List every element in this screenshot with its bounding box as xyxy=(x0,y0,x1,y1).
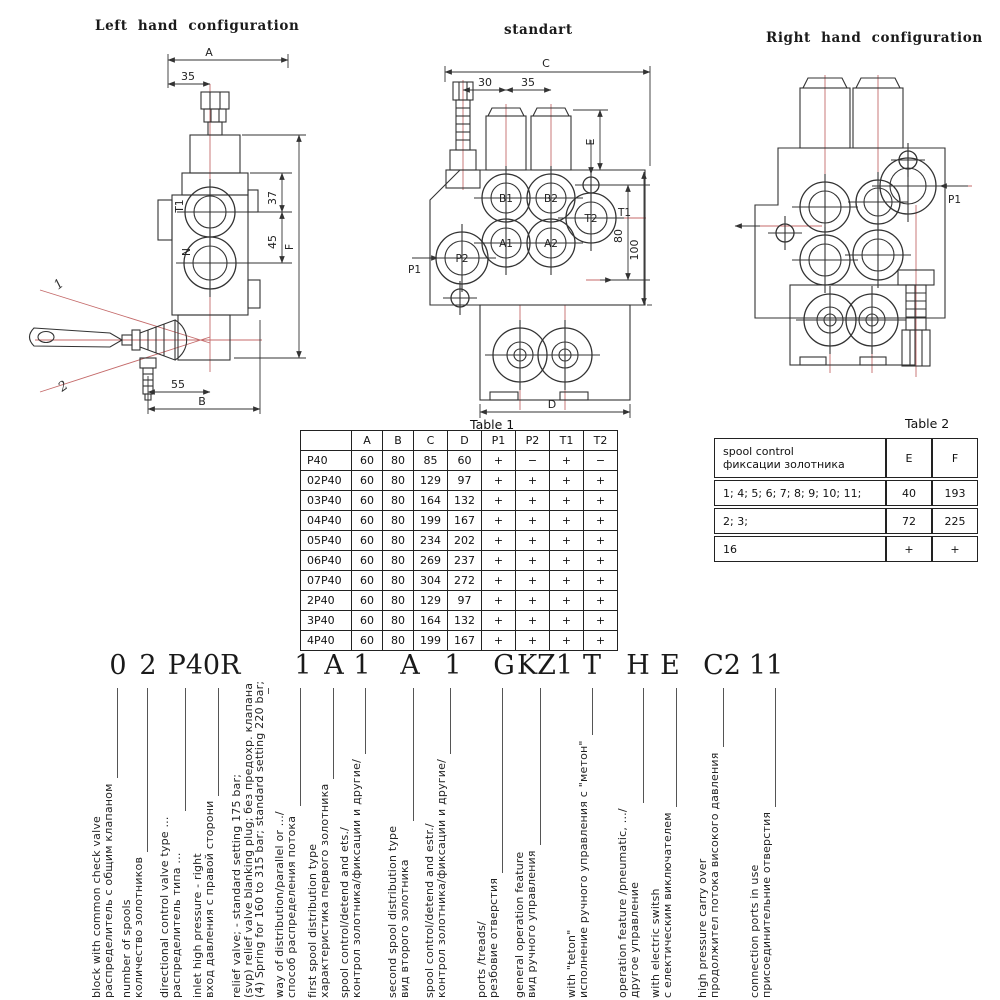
value-cell: + xyxy=(550,571,584,591)
code-position-label xyxy=(159,816,182,998)
code-position-label-line: с електическим виключателем xyxy=(660,812,674,998)
value-cell: + xyxy=(584,631,618,651)
label-cell: 02P40 xyxy=(301,471,352,491)
order-code-token: C2 xyxy=(703,650,741,681)
value-cell: 202 xyxy=(448,531,482,551)
value-cell: + xyxy=(516,551,550,571)
code-position-label-line: first spool distribution type xyxy=(306,843,319,998)
code-position-label-line: spool control/detend and ets./ xyxy=(338,826,351,998)
header-cell xyxy=(301,431,352,451)
value-cell: + xyxy=(584,491,618,511)
code-position-label-line: with electric switsh xyxy=(649,888,662,998)
table-row xyxy=(301,531,618,551)
header-cell: P2 xyxy=(516,431,550,451)
value-cell: 167 xyxy=(448,631,482,651)
label-cell: 2; 3; xyxy=(714,508,886,534)
value-cell: + xyxy=(482,571,516,591)
left-drawing-title: Left hand configuration xyxy=(95,18,300,34)
svg-text:35: 35 xyxy=(181,70,195,83)
label-cell: 04P40 xyxy=(301,511,352,531)
value-cell: + xyxy=(550,451,584,471)
code-position-label-line: high pressure carry over xyxy=(696,858,709,998)
value-cell: + xyxy=(516,591,550,611)
code-connector-line xyxy=(218,688,219,796)
dimensions xyxy=(412,57,652,418)
header-cell: D xyxy=(448,431,482,451)
value-cell: + xyxy=(516,471,550,491)
value-cell: 80 xyxy=(383,511,414,531)
table-row xyxy=(301,511,618,531)
value-cell: 97 xyxy=(448,471,482,491)
code-position-label-line: connection ports in use xyxy=(748,864,761,998)
value-cell: − xyxy=(584,451,618,471)
label-cell: 3P40 xyxy=(301,611,352,631)
value-cell: + xyxy=(482,451,516,471)
value-cell: 129 xyxy=(414,471,448,491)
value-cell: + xyxy=(550,591,584,611)
code-connector-line xyxy=(300,688,301,806)
value-cell: 225 xyxy=(932,508,978,534)
value-cell: 164 xyxy=(414,611,448,631)
code-position-label-line: (svp) relief valve blanking plug; без предохр. клапана xyxy=(241,682,254,998)
spool-control-header xyxy=(714,438,886,478)
value-cell: + xyxy=(482,471,516,491)
order-code-token: A xyxy=(324,650,344,681)
order-code-token: E xyxy=(660,650,680,681)
code-position-label-line: with "teton" xyxy=(565,929,578,998)
value-cell: 269 xyxy=(414,551,448,571)
order-code-token: 1 xyxy=(444,650,462,681)
value-cell: 85 xyxy=(414,451,448,471)
value-cell: + xyxy=(550,611,584,631)
value-cell: 199 xyxy=(414,511,448,531)
label-cell: 06P40 xyxy=(301,551,352,571)
standart-valve-drawing xyxy=(400,40,680,430)
code-position-label-line: присоединительние отверстия xyxy=(759,811,773,998)
value-cell: 80 xyxy=(383,611,414,631)
code-position-label-line: продолжител потока високого давления xyxy=(707,752,721,998)
code-connector-line xyxy=(540,688,541,845)
label-cell: 03P40 xyxy=(301,491,352,511)
label-cell: 05P40 xyxy=(301,531,352,551)
code-position-label-line: распределитель типа ... xyxy=(169,852,183,998)
value-cell: 80 xyxy=(383,471,414,491)
value-cell: 164 xyxy=(414,491,448,511)
table-row xyxy=(301,551,618,571)
order-code-token: 1 xyxy=(353,650,371,681)
value-cell: 80 xyxy=(383,591,414,611)
value-cell: 60 xyxy=(352,451,383,471)
table-row xyxy=(714,508,978,534)
value-cell: + xyxy=(482,611,516,631)
value-cell: + xyxy=(550,491,584,511)
order-code-token: H xyxy=(626,650,650,681)
spool-control-ru: фиксации золотника xyxy=(723,458,845,471)
code-position-label-line: ports /treads/ xyxy=(475,921,488,998)
header-cell: P1 xyxy=(482,431,516,451)
left-valve-drawing xyxy=(20,40,330,420)
valve-body-outline xyxy=(755,78,945,366)
label-cell: 16 xyxy=(714,536,886,562)
label-cell: 07P40 xyxy=(301,571,352,591)
table-row xyxy=(714,480,978,506)
code-position-label-line: relief valve; - standard setting 175 bar; xyxy=(229,773,243,998)
code-position-label-line: number of spools xyxy=(120,899,133,998)
code-position-label-line: способ распределения потока xyxy=(284,815,298,998)
value-cell: 60 xyxy=(352,611,383,631)
code-position-label-line: вход давления с правой сторони xyxy=(202,800,216,998)
port-p1-label: P1 xyxy=(408,264,422,276)
right-valve-drawing xyxy=(730,55,975,385)
value-cell: + xyxy=(584,591,618,611)
port-a2-label: A2 xyxy=(544,238,558,250)
value-cell: 40 xyxy=(886,480,932,506)
header-cell: B xyxy=(383,431,414,451)
code-position-label xyxy=(192,801,215,998)
value-cell: + xyxy=(584,471,618,491)
port-t2-label: T2 xyxy=(584,213,598,225)
code-connector-line xyxy=(643,688,644,803)
spool-control-en: spool control xyxy=(723,445,794,458)
value-cell: 272 xyxy=(448,571,482,591)
value-cell: 193 xyxy=(932,480,978,506)
code-position-label-line: (4) Spring for 160 to 315 bar; standard setting 220 bar; xyxy=(252,680,266,998)
svg-text:45: 45 xyxy=(266,235,279,249)
label-cell: P40 xyxy=(301,451,352,471)
value-cell: 199 xyxy=(414,631,448,651)
table-1 xyxy=(300,430,618,651)
value-cell: 237 xyxy=(448,551,482,571)
code-connector-line xyxy=(268,688,269,694)
value-cell: 80 xyxy=(383,551,414,571)
code-connector-line xyxy=(185,688,186,811)
code-position-label xyxy=(749,812,772,998)
code-position-label-line: way of distribution/parallel or .../ xyxy=(273,811,286,998)
code-connector-line xyxy=(365,688,366,754)
code-position-label xyxy=(274,811,297,998)
code-position-label xyxy=(617,808,640,998)
order-code-token: 2 xyxy=(139,650,157,681)
code-position-label xyxy=(91,783,114,998)
lever-position-1-label: 1 xyxy=(51,276,67,294)
value-cell: + xyxy=(516,571,550,591)
value-cell: 80 xyxy=(383,571,414,591)
value-cell: + xyxy=(584,531,618,551)
table-row xyxy=(301,631,618,651)
svg-text:B: B xyxy=(198,395,206,408)
svg-text:100: 100 xyxy=(628,239,641,261)
code-position-label-line: вид ручного управления xyxy=(524,850,538,998)
code-position-label xyxy=(424,759,447,998)
svg-text:E: E xyxy=(584,138,597,146)
value-cell: + xyxy=(584,611,618,631)
value-cell: + xyxy=(584,511,618,531)
table2-header-row xyxy=(714,438,978,478)
value-cell: + xyxy=(584,571,618,591)
table-row xyxy=(301,611,618,631)
value-cell: + xyxy=(584,551,618,571)
value-cell: + xyxy=(482,631,516,651)
label-cell: 1; 4; 5; 6; 7; 8; 9; 10; 11; xyxy=(714,480,886,506)
port-n-label: N xyxy=(181,248,193,256)
value-cell: 80 xyxy=(383,631,414,651)
code-connector-line xyxy=(502,688,503,873)
value-cell: 129 xyxy=(414,591,448,611)
port-t1-label: T1 xyxy=(618,207,632,219)
value-cell: + xyxy=(550,511,584,531)
order-code-token: P40R xyxy=(167,650,241,681)
header-cell: T1 xyxy=(550,431,584,451)
value-cell: 97 xyxy=(448,591,482,611)
code-connector-line xyxy=(333,688,334,779)
value-cell: 60 xyxy=(448,451,482,471)
code-position-label-line: резбовие отверстия xyxy=(486,877,500,998)
port-p2-label: P2 xyxy=(455,253,469,265)
value-cell: + xyxy=(482,491,516,511)
code-connector-line xyxy=(676,688,677,807)
value-cell: + xyxy=(482,591,516,611)
port-a1-label: A1 xyxy=(499,238,513,250)
header-cell: T2 xyxy=(584,431,618,451)
code-position-label-line: вид второго золотника xyxy=(397,859,411,998)
port-b1-label: B1 xyxy=(499,193,513,205)
value-cell: 60 xyxy=(352,591,383,611)
value-cell: 80 xyxy=(383,491,414,511)
value-cell: 304 xyxy=(414,571,448,591)
value-cell: 60 xyxy=(352,471,383,491)
code-position-label-line: распределитель с общим клапаном xyxy=(101,783,115,998)
lever-handle xyxy=(30,328,123,347)
code-position-label-line: характеристика первого золотника xyxy=(317,783,331,998)
table2-caption: Table 2 xyxy=(905,416,950,431)
order-code-token: 11 xyxy=(748,650,784,681)
value-cell: 60 xyxy=(352,571,383,591)
code-position-label xyxy=(231,681,266,998)
table-row xyxy=(301,571,618,591)
center-drawing-title: standart xyxy=(504,22,573,38)
svg-text:80: 80 xyxy=(612,229,625,243)
order-code-token: KZ1 xyxy=(516,650,574,681)
value-cell: 60 xyxy=(352,551,383,571)
svg-text:35: 35 xyxy=(521,76,535,89)
value-cell: 167 xyxy=(448,511,482,531)
dimensions xyxy=(735,186,968,226)
value-cell: + xyxy=(516,631,550,651)
svg-text:D: D xyxy=(547,398,557,411)
value-cell: + xyxy=(482,511,516,531)
code-position-label-line: исполнение ручного управления с "метон" xyxy=(576,740,590,998)
value-cell: + xyxy=(550,551,584,571)
value-cell: 80 xyxy=(383,531,414,551)
value-cell: 60 xyxy=(352,511,383,531)
svg-text:55: 55 xyxy=(171,378,185,391)
table-row xyxy=(301,451,618,471)
right-drawing-title: Right hand configuration xyxy=(766,30,983,46)
code-position-label xyxy=(650,812,673,998)
value-cell: + xyxy=(550,471,584,491)
svg-text:30: 30 xyxy=(478,76,492,89)
code-connector-line xyxy=(775,688,776,807)
center-lines xyxy=(412,80,646,410)
label-cell: 2P40 xyxy=(301,591,352,611)
code-position-label-line: spool control/detend and estr./ xyxy=(423,823,436,998)
value-cell: 60 xyxy=(352,531,383,551)
code-position-label-line: inlet high pressure - right xyxy=(191,853,204,998)
port-t1-label: T1 xyxy=(174,199,186,213)
code-position-label-line: general operation feature xyxy=(513,851,526,998)
code-position-label-line: другое управление xyxy=(627,881,641,998)
code-position-label xyxy=(566,740,589,998)
label-cell: 4P40 xyxy=(301,631,352,651)
table-2 xyxy=(714,436,978,564)
value-cell: + xyxy=(482,551,516,571)
value-cell: + xyxy=(516,611,550,631)
value-cell: + xyxy=(550,531,584,551)
table-row xyxy=(714,536,978,562)
header-cell-f: F xyxy=(932,438,978,478)
code-position-label-line: количество золотников xyxy=(131,856,145,998)
header-cell: C xyxy=(414,431,448,451)
code-connector-line xyxy=(723,688,724,747)
code-position-label xyxy=(121,857,144,998)
port-p1-label: P1 xyxy=(948,194,962,206)
table-row xyxy=(301,591,618,611)
code-position-label xyxy=(697,752,720,998)
port-b2-label: B2 xyxy=(544,193,558,205)
value-cell: + xyxy=(516,531,550,551)
code-position-label-line: контрол золотника/фиксации и другие/ xyxy=(349,758,363,998)
order-code-token: A xyxy=(400,650,420,681)
code-position-label xyxy=(476,878,499,998)
table-row xyxy=(301,471,618,491)
value-cell: 60 xyxy=(352,631,383,651)
svg-text:37: 37 xyxy=(266,191,279,205)
value-cell: 132 xyxy=(448,491,482,511)
code-position-label-line: operation feature /pneumatic, .../ xyxy=(616,808,629,998)
value-cell: − xyxy=(516,451,550,471)
order-code-token: 0 xyxy=(109,650,127,681)
value-cell: 72 xyxy=(886,508,932,534)
code-connector-line xyxy=(450,688,451,754)
value-cell: 80 xyxy=(383,451,414,471)
valve-body-outline xyxy=(30,92,261,400)
table-row xyxy=(301,491,618,511)
value-cell: + xyxy=(482,531,516,551)
order-code-token: 1 xyxy=(294,650,312,681)
code-position-label xyxy=(514,850,537,998)
svg-text:C: C xyxy=(542,57,550,70)
header-cell: A xyxy=(352,431,383,451)
code-position-label-line: directional control valve type ... xyxy=(158,816,171,998)
value-cell: + xyxy=(886,536,932,562)
value-cell: 132 xyxy=(448,611,482,631)
code-position-label-line: second spool distribution type xyxy=(386,825,399,998)
code-position-label xyxy=(387,826,410,998)
svg-text:F: F xyxy=(283,243,296,251)
table1-caption: Table 1 xyxy=(470,417,515,432)
code-connector-line xyxy=(147,688,148,852)
code-position-label xyxy=(307,784,330,998)
code-connector-line xyxy=(592,688,593,735)
order-code-token: T xyxy=(582,650,602,681)
svg-text:A: A xyxy=(205,46,213,59)
code-position-label-line: контрол золотника/фиксации и другие/ xyxy=(434,758,448,998)
value-cell: + xyxy=(550,631,584,651)
code-position-label-line: block with common check valve xyxy=(90,815,103,998)
value-cell: 60 xyxy=(352,491,383,511)
lever-position-2-label: 2 xyxy=(55,378,72,396)
table1-header-row xyxy=(301,431,618,451)
code-connector-line xyxy=(413,688,414,821)
value-cell: 234 xyxy=(414,531,448,551)
order-code-token: G xyxy=(493,650,515,681)
header-cell-e: E xyxy=(886,438,932,478)
code-position-label xyxy=(339,759,362,998)
code-connector-line xyxy=(117,688,118,778)
value-cell: + xyxy=(516,511,550,531)
value-cell: + xyxy=(516,491,550,511)
value-cell: + xyxy=(932,536,978,562)
